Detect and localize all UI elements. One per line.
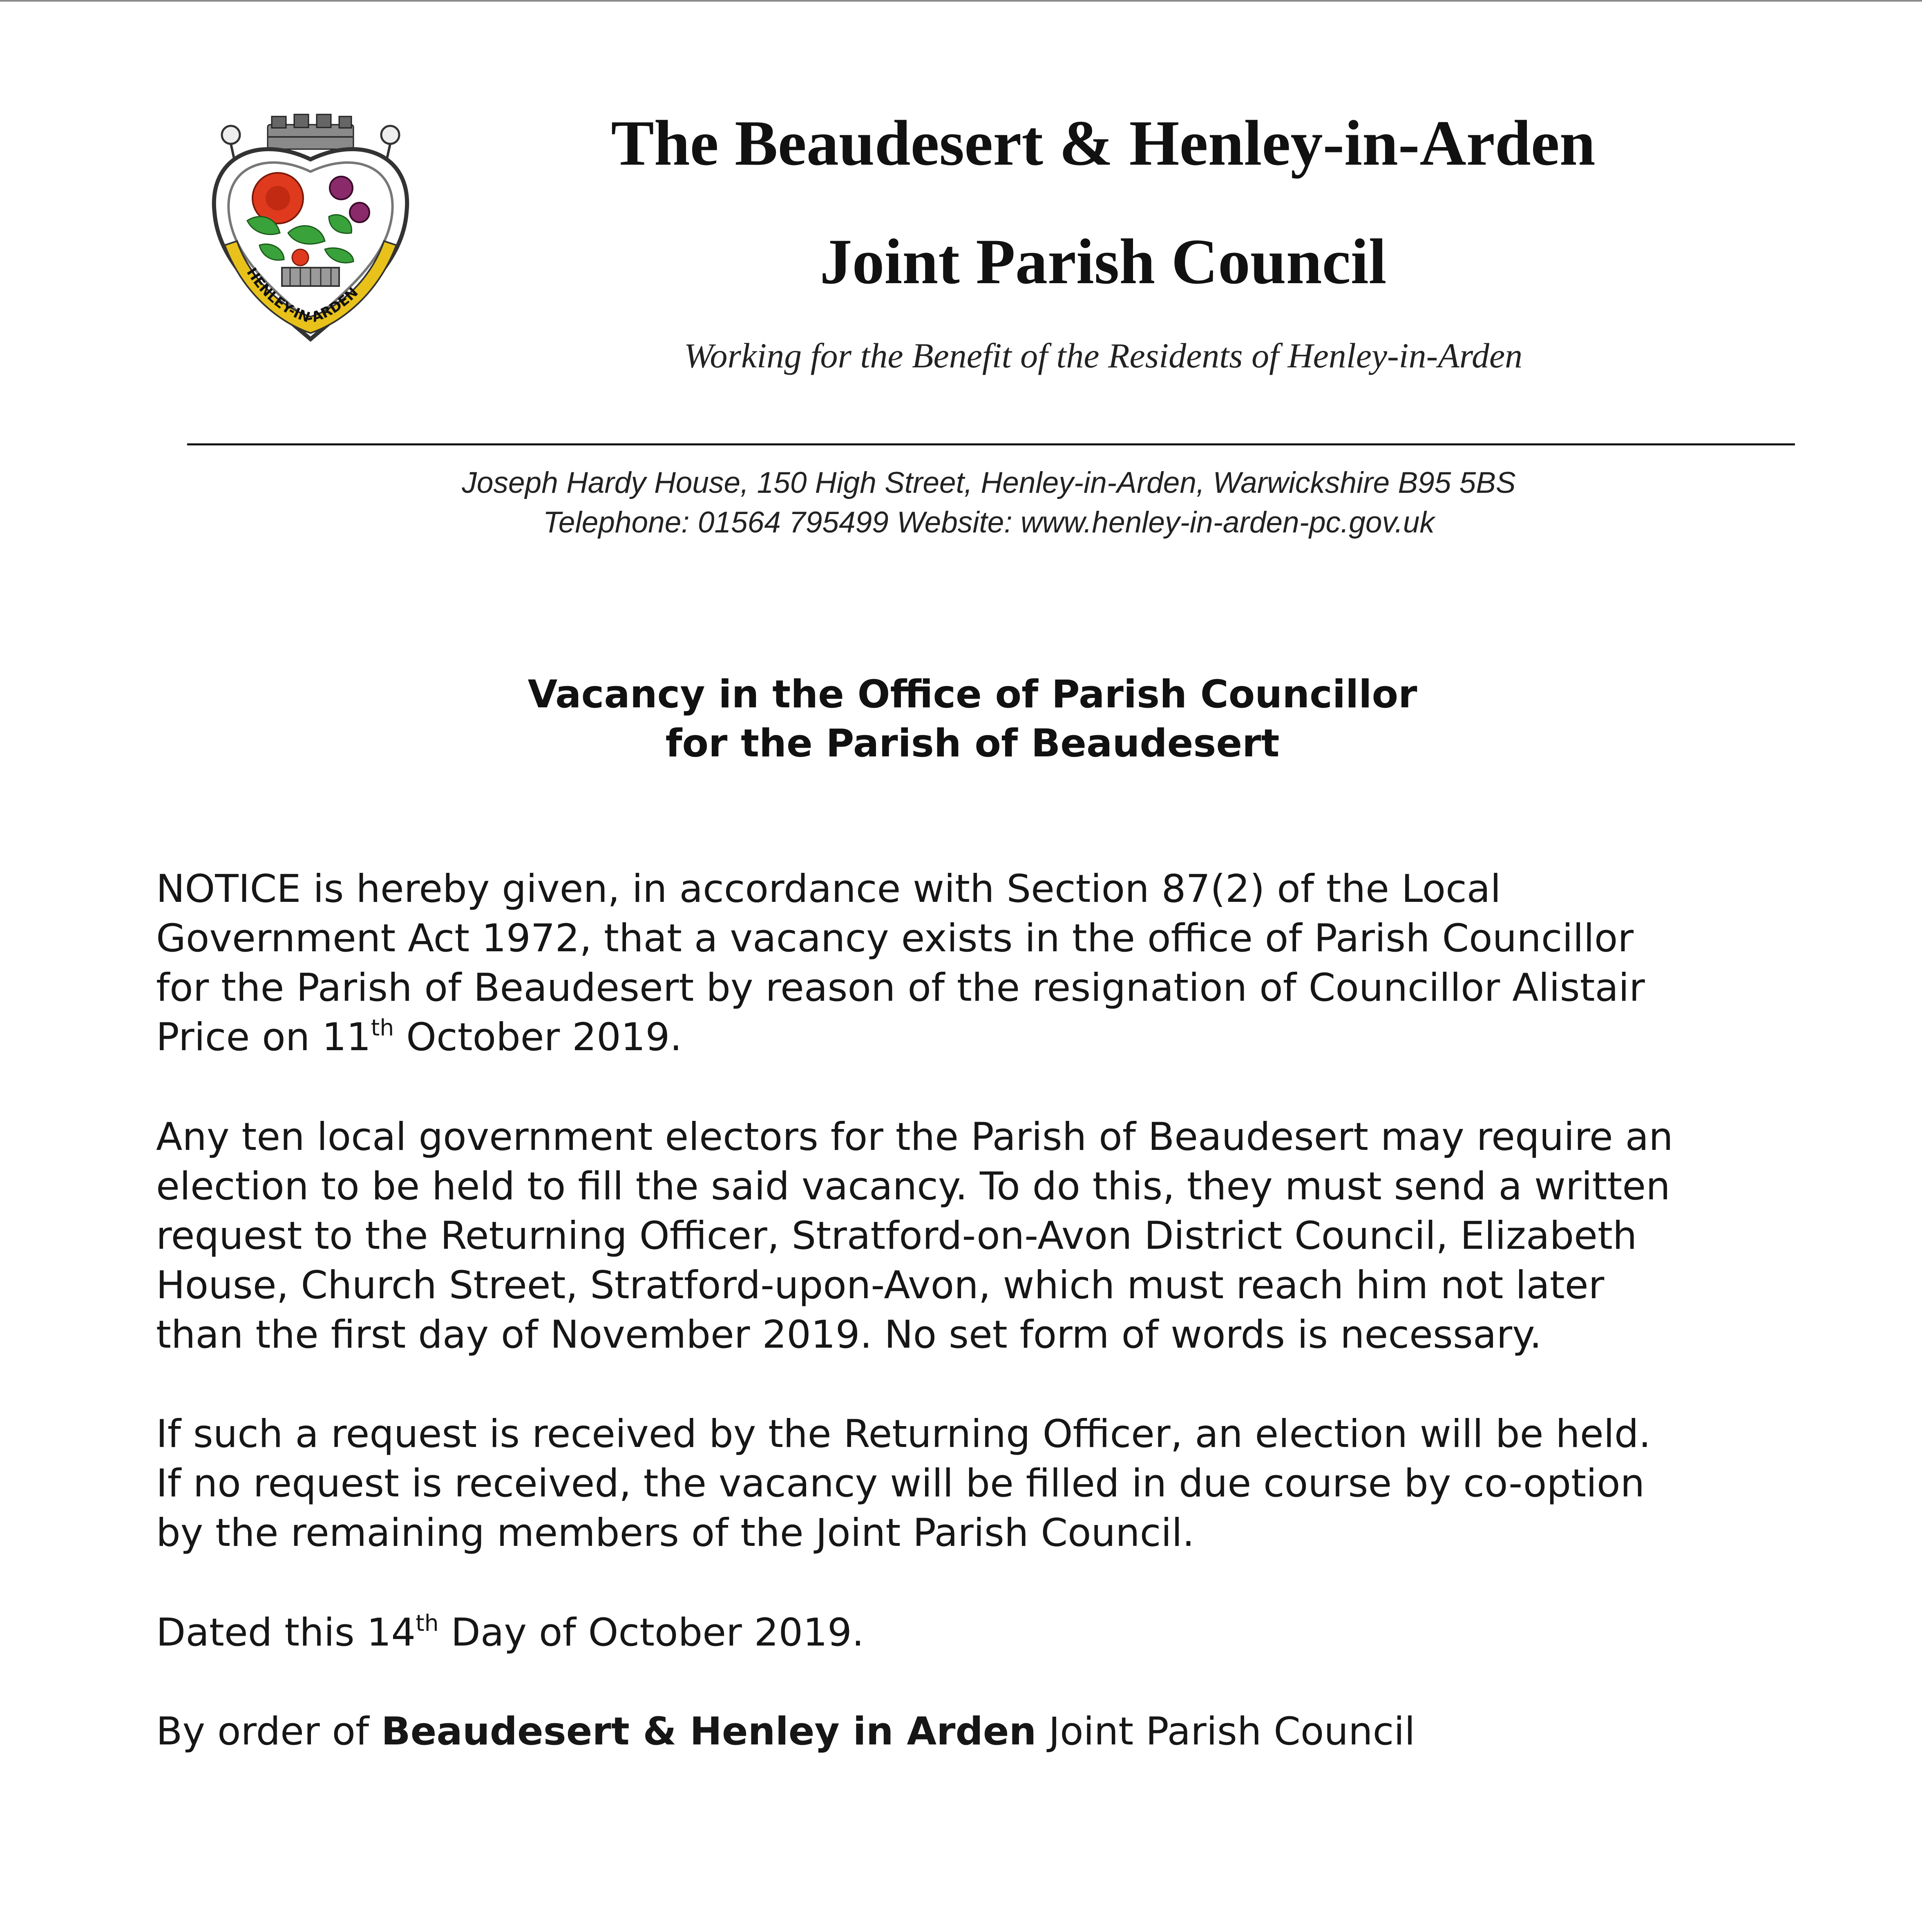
- notice-heading-line1: Vacancy in the Office of Parish Councillor: [527, 672, 1417, 717]
- ordinal-suffix: th: [416, 1610, 439, 1636]
- ordinal-suffix: th: [371, 1015, 394, 1041]
- paragraph-line: Government Act 1972, that a vacancy exists in the office of Parish Councillor: [156, 916, 1634, 961]
- order-council-name: Beaudesert & Henley in Arden: [381, 1709, 1037, 1754]
- contact-phone-website: Telephone: 01564 795499 Website: www.henley-in-arden-pc.gov.uk: [543, 506, 1435, 539]
- resignation-date-suffix: October 2019.: [394, 1015, 682, 1060]
- notice-heading-line2: for the Parish of Beaudesert: [665, 721, 1280, 766]
- paragraph-line: for the Parish of Beaudesert by reason of the resignation of Councillor Alistair: [156, 966, 1645, 1010]
- paragraph-line: [156, 1013, 1811, 1062]
- order-text: [156, 1707, 1811, 1756]
- notice-paragraph-3: [156, 1409, 1811, 1558]
- dated-text: [156, 1608, 1811, 1657]
- paragraph-line: Any ten local government electors for the Parish of Beaudesert may require an: [156, 1115, 1673, 1159]
- paragraph-line: by the remaining members of the Joint Parish Council.: [156, 1511, 1195, 1555]
- paragraph-line: NOTICE is hereby given, in accordance with Section 87(2) of the Local: [156, 867, 1501, 911]
- dated-prefix: Dated this 14: [156, 1610, 416, 1655]
- svg-text:HENLEY-IN-ARDEN: HENLEY-IN-ARDEN: [243, 265, 362, 327]
- paragraph-line: If such a request is received by the Returning Officer, an election will be held.: [156, 1412, 1651, 1456]
- notice-paragraph-1: [156, 864, 1811, 1062]
- order-prefix: By order of: [156, 1709, 382, 1754]
- header-divider: [187, 443, 1795, 445]
- paragraph-line: than the first day of November 2019. No set form of words is necessary.: [156, 1313, 1542, 1357]
- dated-suffix: Day of October 2019.: [438, 1610, 864, 1655]
- notice-paragraph-2: [156, 1112, 1811, 1360]
- paragraph-line: election to be held to fill the said vacancy. To do this, they must send a written: [156, 1164, 1670, 1209]
- resignation-date-prefix: Price on 11: [156, 1015, 371, 1060]
- paragraph-line: request to the Returning Officer, Stratford-on-Avon District Council, Elizabeth: [156, 1214, 1637, 1258]
- council-title-line1: The Beaudesert & Henley-in-Arden: [611, 107, 1596, 179]
- henley-crest-icon: [206, 110, 415, 351]
- paragraph-line: If no request is received, the vacancy will be filled in due course by co-option: [156, 1461, 1645, 1506]
- paragraph-line: House, Church Street, Stratford-upon-Avon, which must reach him not later: [156, 1263, 1605, 1308]
- contact-address: Joseph Hardy House, 150 High Street, Henley-in-Arden, Warwickshire B95 5BS: [462, 466, 1516, 499]
- order-suffix: Joint Parish Council: [1036, 1709, 1415, 1754]
- council-title-line2: Joint Parish Council: [820, 226, 1387, 297]
- notice-dated-line: [156, 1608, 1811, 1657]
- scan-top-edge: [0, 0, 1922, 2]
- notice-order-line: [156, 1707, 1811, 1756]
- council-tagline: Working for the Benefit of the Residents of Henley-in-Arden: [684, 336, 1523, 375]
